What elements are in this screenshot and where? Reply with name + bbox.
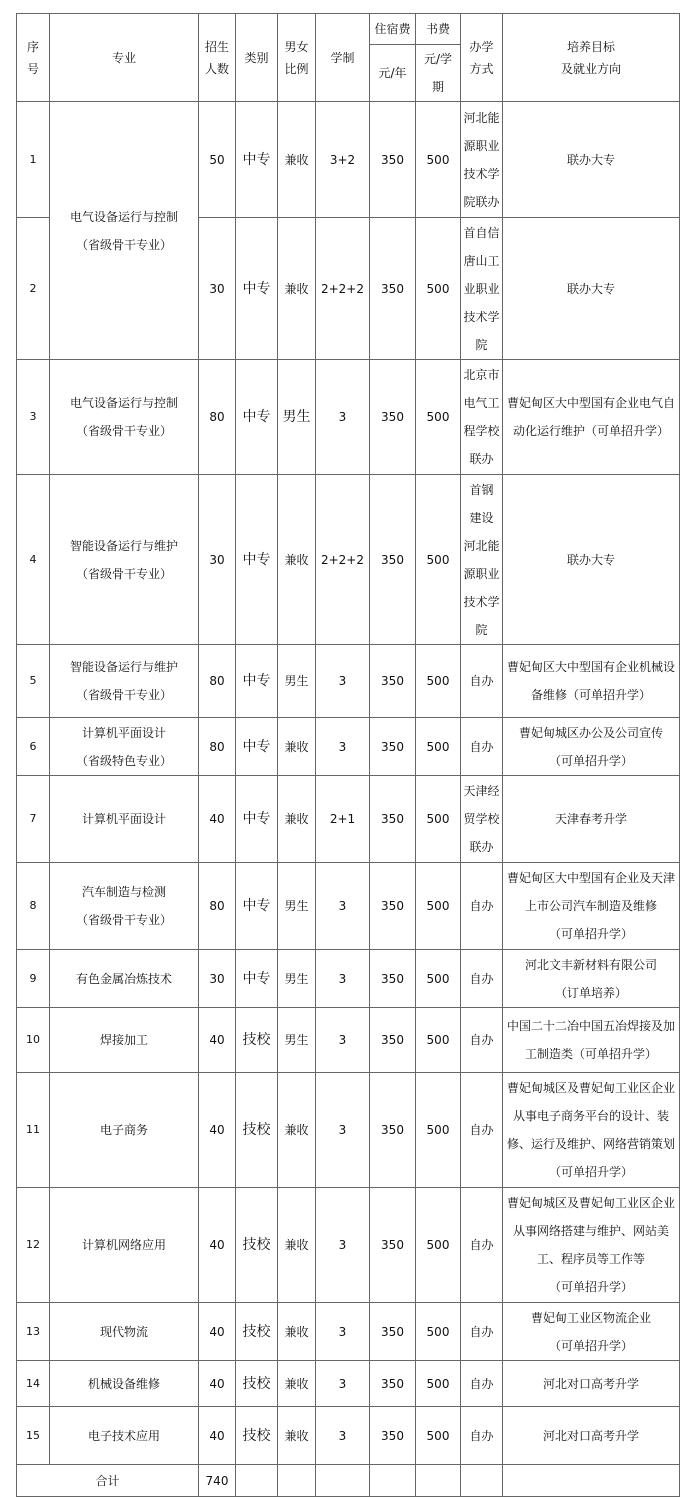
cell-duration: 3 [316,863,370,950]
header-accommodation-unit: 元/年 [370,45,416,102]
total-enroll: 740 [199,1465,236,1497]
cell-category: 中专 [236,102,278,218]
cell-category: 技校 [236,1303,278,1361]
cell-accommodation: 350 [370,718,416,776]
table-row [17,950,680,1008]
cell-duration: 2+2+2 [316,475,370,645]
cell-duration: 3 [316,950,370,1008]
cell-enroll: 40 [199,1361,236,1407]
cell-enroll: 30 [199,950,236,1008]
cell-category: 中专 [236,645,278,718]
cell-goal: 曹妃甸区大中型国有企业机械设 备维修（可单招升学） [503,645,680,718]
table-row [17,1407,680,1465]
cell-mode: 首钢 建设 河北能 源职业 技术学 院 [461,475,503,645]
total-label: 合计 [17,1465,199,1497]
header-gender: 男女 比例 [278,14,316,102]
cell-category: 中专 [236,218,278,360]
cell-gender: 兼收 [278,1303,316,1361]
cell-seq: 10 [17,1008,50,1073]
cell-accommodation: 350 [370,950,416,1008]
cell-duration: 3 [316,1008,370,1073]
cell-major: 智能设备运行与维护 （省级骨干专业） [50,645,199,718]
cell-accommodation: 350 [370,218,416,360]
cell-category: 技校 [236,1008,278,1073]
cell-duration: 2+1 [316,776,370,863]
cell-enroll: 80 [199,718,236,776]
cell-mode: 自办 [461,1361,503,1407]
cell-duration: 3 [316,360,370,475]
header-major: 专业 [50,14,199,102]
cell-mode: 自办 [461,1008,503,1073]
cell-gender: 男生 [278,863,316,950]
empty-cell [416,1465,461,1497]
cell-category: 中专 [236,863,278,950]
cell-category: 中专 [236,475,278,645]
cell-seq: 7 [17,776,50,863]
cell-goal: 中国二十二冶中国五冶焊接及加 工制造类（可单招升学） [503,1008,680,1073]
cell-books: 500 [416,645,461,718]
cell-accommodation: 350 [370,1008,416,1073]
cell-category: 技校 [236,1361,278,1407]
empty-cell [278,1465,316,1497]
table-row [17,863,680,950]
cell-enroll: 50 [199,102,236,218]
cell-goal: 曹妃甸城区及曹妃甸工业区企业 从事电子商务平台的设计、装 修、运行及维护、网络营销策划 （可单招升学） [503,1073,680,1188]
cell-goal: 河北对口高考升学 [503,1361,680,1407]
cell-enroll: 80 [199,645,236,718]
cell-accommodation: 350 [370,645,416,718]
cell-goal: 联办大专 [503,475,680,645]
cell-seq: 2 [17,218,50,360]
cell-goal: 曹妃甸城区办公及公司宣传 （可单招升学） [503,718,680,776]
cell-duration: 3+2 [316,102,370,218]
cell-gender: 兼收 [278,475,316,645]
cell-goal: 联办大专 [503,218,680,360]
cell-major: 电子技术应用 [50,1407,199,1465]
cell-seq: 13 [17,1303,50,1361]
cell-gender: 兼收 [278,218,316,360]
header-seq: 序 号 [17,14,50,102]
cell-accommodation: 350 [370,360,416,475]
cell-gender: 男生 [278,645,316,718]
cell-duration: 3 [316,1361,370,1407]
cell-duration: 2+2+2 [316,218,370,360]
cell-seq: 5 [17,645,50,718]
cell-books: 500 [416,1073,461,1188]
cell-books: 500 [416,1407,461,1465]
cell-books: 500 [416,950,461,1008]
cell-category: 技校 [236,1188,278,1303]
table-row [17,645,680,718]
cell-duration: 3 [316,718,370,776]
enrollment-table [16,13,680,1497]
cell-major: 计算机网络应用 [50,1188,199,1303]
cell-accommodation: 350 [370,1361,416,1407]
cell-mode: 自办 [461,1407,503,1465]
cell-major: 汽车制造与检测 （省级骨干专业） [50,863,199,950]
cell-gender: 男生 [278,950,316,1008]
cell-duration: 3 [316,1188,370,1303]
cell-gender: 兼收 [278,1073,316,1188]
header-books: 书费 [416,14,461,45]
cell-enroll: 30 [199,218,236,360]
empty-cell [236,1465,278,1497]
header-accommodation: 住宿费 [370,14,416,45]
cell-enroll: 40 [199,1303,236,1361]
cell-major: 电子商务 [50,1073,199,1188]
cell-gender: 兼收 [278,1407,316,1465]
cell-enroll: 40 [199,1008,236,1073]
cell-seq: 1 [17,102,50,218]
cell-enroll: 80 [199,863,236,950]
cell-major: 焊接加工 [50,1008,199,1073]
cell-mode: 自办 [461,718,503,776]
cell-category: 技校 [236,1407,278,1465]
cell-books: 500 [416,475,461,645]
cell-enroll: 40 [199,776,236,863]
cell-mode: 自办 [461,1303,503,1361]
cell-major: 计算机平面设计 （省级特色专业） [50,718,199,776]
cell-goal: 天津春考升学 [503,776,680,863]
cell-accommodation: 350 [370,776,416,863]
cell-gender: 兼收 [278,776,316,863]
cell-goal: 曹妃甸工业区物流企业 （可单招升学） [503,1303,680,1361]
cell-accommodation: 350 [370,475,416,645]
cell-books: 500 [416,718,461,776]
cell-books: 500 [416,863,461,950]
table-row [17,1303,680,1361]
cell-seq: 4 [17,475,50,645]
cell-accommodation: 350 [370,1303,416,1361]
cell-category: 技校 [236,1073,278,1188]
cell-enroll: 40 [199,1073,236,1188]
empty-cell [461,1465,503,1497]
cell-enroll: 30 [199,475,236,645]
cell-mode: 自办 [461,1188,503,1303]
cell-major: 现代物流 [50,1303,199,1361]
cell-enroll: 40 [199,1407,236,1465]
table-row [17,1073,680,1188]
header-mode: 办学 方式 [461,14,503,102]
cell-mode: 自办 [461,863,503,950]
table-row [17,776,680,863]
table-row [17,718,680,776]
cell-enroll: 40 [199,1188,236,1303]
cell-seq: 8 [17,863,50,950]
cell-accommodation: 350 [370,102,416,218]
table-row [17,1361,680,1407]
table-row [17,1188,680,1303]
cell-category: 中专 [236,718,278,776]
cell-major: 有色金属冶炼技术 [50,950,199,1008]
cell-gender: 兼收 [278,1361,316,1407]
cell-gender: 兼收 [278,1188,316,1303]
total-row [17,1465,680,1497]
cell-gender: 兼收 [278,718,316,776]
cell-category: 中专 [236,360,278,475]
cell-accommodation: 350 [370,1073,416,1188]
cell-seq: 12 [17,1188,50,1303]
header-enroll: 招生 人数 [199,14,236,102]
cell-accommodation: 350 [370,1188,416,1303]
cell-major: 智能设备运行与维护 （省级骨干专业） [50,475,199,645]
cell-books: 500 [416,1303,461,1361]
cell-duration: 3 [316,1073,370,1188]
cell-mode: 河北能 源职业 技术学 院联办 [461,102,503,218]
cell-major: 电气设备运行与控制 （省级骨干专业） [50,360,199,475]
table-row [17,1008,680,1073]
cell-seq: 15 [17,1407,50,1465]
cell-books: 500 [416,1008,461,1073]
cell-mode: 首自信 唐山工 业职业 技术学 院 [461,218,503,360]
header-row [17,14,680,45]
cell-seq: 11 [17,1073,50,1188]
header-category: 类别 [236,14,278,102]
cell-duration: 3 [316,645,370,718]
table-row [17,102,680,218]
cell-duration: 3 [316,1407,370,1465]
empty-cell [316,1465,370,1497]
cell-goal: 曹妃甸区大中型国有企业及天津 上市公司汽车制造及维修 （可单招升学） [503,863,680,950]
cell-accommodation: 350 [370,863,416,950]
cell-seq: 9 [17,950,50,1008]
cell-major: 计算机平面设计 [50,776,199,863]
cell-gender: 兼收 [278,102,316,218]
cell-mode: 北京市 电气工 程学校 联办 [461,360,503,475]
table-row [17,475,680,645]
cell-seq: 3 [17,360,50,475]
cell-goal: 河北文丰新材料有限公司 （订单培养） [503,950,680,1008]
cell-mode: 自办 [461,950,503,1008]
cell-goal: 联办大专 [503,102,680,218]
header-duration: 学制 [316,14,370,102]
cell-goal: 河北对口高考升学 [503,1407,680,1465]
header-goal: 培养目标 及就业方向 [503,14,680,102]
cell-category: 中专 [236,950,278,1008]
cell-accommodation: 350 [370,1407,416,1465]
cell-gender: 男生 [278,1008,316,1073]
cell-mode: 自办 [461,1073,503,1188]
enrollment-table-container [16,13,680,1497]
empty-cell [370,1465,416,1497]
table-row [17,360,680,475]
cell-books: 500 [416,102,461,218]
cell-mode: 自办 [461,645,503,718]
cell-books: 500 [416,776,461,863]
cell-major: 机械设备维修 [50,1361,199,1407]
cell-goal: 曹妃甸区大中型国有企业电气自 动化运行维护（可单招升学） [503,360,680,475]
cell-books: 500 [416,218,461,360]
cell-books: 500 [416,1188,461,1303]
cell-books: 500 [416,360,461,475]
cell-seq: 14 [17,1361,50,1407]
cell-books: 500 [416,1361,461,1407]
cell-seq: 6 [17,718,50,776]
header-books-unit: 元/学期 [416,45,461,102]
cell-category: 中专 [236,776,278,863]
empty-cell [503,1465,680,1497]
cell-mode: 天津经 贸学校 联办 [461,776,503,863]
cell-duration: 3 [316,1303,370,1361]
cell-gender: 男生 [278,360,316,475]
cell-enroll: 80 [199,360,236,475]
cell-goal: 曹妃甸城区及曹妃甸工业区企业 从事网络搭建与维护、网站美 工、程序员等工作等 （可单招升学） [503,1188,680,1303]
cell-major: 电气设备运行与控制 （省级骨干专业） [50,102,199,360]
